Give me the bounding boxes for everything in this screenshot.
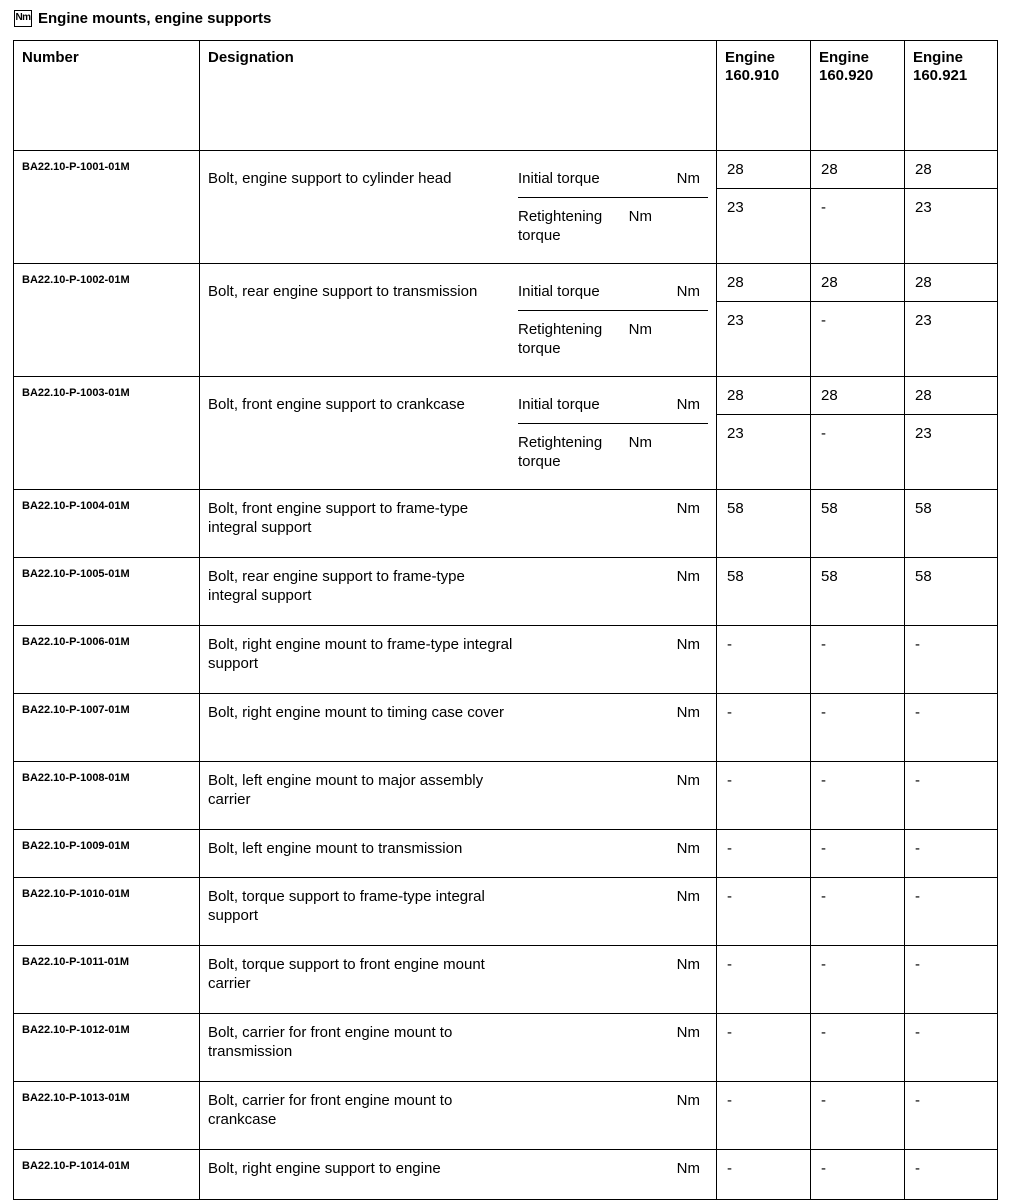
designation-text: Bolt, right engine mount to timing case cover xyxy=(208,704,504,721)
table-row xyxy=(14,490,998,558)
torque-value-engine-2: - xyxy=(811,1014,905,1082)
unit-label: Nm xyxy=(628,434,652,451)
part-number: BA22.10-P-1006-01M xyxy=(14,626,200,694)
torque-spec-table xyxy=(13,40,998,1200)
torque-value: 23 xyxy=(717,414,810,471)
torque-value: 28 xyxy=(727,274,744,291)
torque-step-label: Retightening torque xyxy=(518,321,603,357)
torque-value: 23 xyxy=(905,188,997,245)
designation-cell xyxy=(200,1014,717,1082)
torque-value: 28 xyxy=(915,161,932,178)
part-number: BA22.10-P-1002-01M xyxy=(14,264,200,377)
unit-label: Nm xyxy=(676,1024,700,1041)
designation-text: Bolt, rear engine support to transmission xyxy=(208,283,478,300)
torque-value-engine-2: - xyxy=(811,830,905,878)
designation-text: Bolt, left engine mount to major assembly carrier xyxy=(208,772,484,808)
table-row xyxy=(14,694,998,762)
torque-value-engine-3 xyxy=(905,377,998,490)
table-row xyxy=(14,762,998,830)
table-row xyxy=(14,1014,998,1082)
torque-value-engine-2: - xyxy=(811,626,905,694)
torque-value: 23 xyxy=(717,188,810,245)
torque-value: 23 xyxy=(717,301,810,358)
torque-value: 23 xyxy=(905,414,997,471)
table-row xyxy=(14,626,998,694)
designation-text: Bolt, right engine support to engine xyxy=(208,1160,441,1177)
torque-value-engine-3: - xyxy=(905,1150,998,1200)
torque-value-engine-2: - xyxy=(811,1150,905,1200)
designation-text: Bolt, carrier for front engine mount to transmission xyxy=(208,1024,453,1060)
torque-value-engine-1: - xyxy=(717,946,811,1014)
designation-cell xyxy=(200,490,717,558)
designation-text: Bolt, engine support to cylinder head xyxy=(208,170,452,187)
column-header-engine-160-920: Engine 160.920 xyxy=(811,41,905,151)
torque-value-engine-3: 58 xyxy=(905,490,998,558)
torque-value-engine-1 xyxy=(717,264,811,377)
torque-step-row xyxy=(518,386,708,423)
part-number: BA22.10-P-1014-01M xyxy=(14,1150,200,1200)
table-row xyxy=(14,1082,998,1150)
torque-value-engine-3: - xyxy=(905,762,998,830)
designation-text: Bolt, torque support to frame-type integral support xyxy=(208,888,485,924)
torque-value-engine-3: - xyxy=(905,694,998,762)
table-row xyxy=(14,558,998,626)
table-row xyxy=(14,946,998,1014)
unit-label: Nm xyxy=(676,956,700,973)
unit-label: Nm xyxy=(676,704,700,721)
torque-value-engine-1 xyxy=(717,151,811,264)
unit-label: Nm xyxy=(676,772,700,789)
designation-text: Bolt, front engine support to crankcase xyxy=(208,396,465,413)
page-header xyxy=(14,6,271,30)
table-row xyxy=(14,830,998,878)
column-header-engine-160-910: Engine 160.910 xyxy=(717,41,811,151)
torque-step-row xyxy=(518,160,708,197)
torque-value: 28 xyxy=(821,161,838,178)
torque-value-engine-2: 58 xyxy=(811,490,905,558)
designation-text: Bolt, torque support to front engine mount carrier xyxy=(208,956,485,992)
part-number: BA22.10-P-1004-01M xyxy=(14,490,200,558)
torque-step-row xyxy=(518,273,708,310)
designation-cell xyxy=(200,151,717,264)
designation-text: Bolt, left engine mount to transmission xyxy=(208,840,463,857)
table-row xyxy=(14,878,998,946)
torque-step-label: Initial torque xyxy=(518,396,600,413)
part-number: BA22.10-P-1012-01M xyxy=(14,1014,200,1082)
torque-step-label: Retightening torque xyxy=(518,208,603,244)
unit-label: Nm xyxy=(676,840,700,857)
designation-cell xyxy=(200,558,717,626)
part-number: BA22.10-P-1010-01M xyxy=(14,878,200,946)
table-row xyxy=(14,264,998,377)
torque-value: 28 xyxy=(821,387,838,404)
torque-value-engine-3: 58 xyxy=(905,558,998,626)
torque-value-engine-3: - xyxy=(905,1014,998,1082)
designation-cell xyxy=(200,1150,717,1200)
column-header-designation: Designation xyxy=(200,41,717,151)
unit-label: Nm xyxy=(628,208,652,225)
part-number: BA22.10-P-1008-01M xyxy=(14,762,200,830)
table-row xyxy=(14,1150,998,1200)
torque-value-engine-3 xyxy=(905,151,998,264)
designation-cell xyxy=(200,264,717,377)
unit-label: Nm xyxy=(676,170,700,187)
column-header-number: Number xyxy=(14,41,200,151)
designation-text: Bolt, rear engine support to frame-type integral support xyxy=(208,568,465,604)
torque-value-engine-1: - xyxy=(717,878,811,946)
part-number: BA22.10-P-1003-01M xyxy=(14,377,200,490)
torque-value-engine-1: - xyxy=(717,830,811,878)
torque-value-engine-2: 58 xyxy=(811,558,905,626)
designation-cell xyxy=(200,762,717,830)
part-number: BA22.10-P-1001-01M xyxy=(14,151,200,264)
designation-text: Bolt, right engine mount to frame-type integral support xyxy=(208,636,513,672)
table-row xyxy=(14,377,998,490)
torque-value-engine-2: - xyxy=(811,878,905,946)
designation-cell xyxy=(200,878,717,946)
unit-label: Nm xyxy=(676,283,700,300)
torque-value: 28 xyxy=(915,387,932,404)
torque-value: 28 xyxy=(727,161,744,178)
torque-value-engine-3: - xyxy=(905,1082,998,1150)
torque-value-engine-2 xyxy=(811,264,905,377)
designation-text: Bolt, front engine support to frame-type integral support xyxy=(208,500,469,536)
torque-value-engine-2: - xyxy=(811,694,905,762)
torque-value-engine-1: 58 xyxy=(717,490,811,558)
torque-value-engine-1: - xyxy=(717,694,811,762)
torque-value: 23 xyxy=(905,301,997,358)
torque-value: - xyxy=(811,188,904,245)
torque-value-engine-3: - xyxy=(905,830,998,878)
torque-step-row xyxy=(518,423,708,480)
part-number: BA22.10-P-1009-01M xyxy=(14,830,200,878)
torque-value-engine-3: - xyxy=(905,878,998,946)
torque-value: 28 xyxy=(821,274,838,291)
unit-label: Nm xyxy=(676,500,700,517)
torque-value-engine-3: - xyxy=(905,626,998,694)
torque-value: 28 xyxy=(727,387,744,404)
unit-label: Nm xyxy=(628,321,652,338)
part-number: BA22.10-P-1011-01M xyxy=(14,946,200,1014)
designation-cell xyxy=(200,626,717,694)
torque-value-engine-1 xyxy=(717,377,811,490)
torque-value-engine-1: - xyxy=(717,626,811,694)
torque-value-engine-1: - xyxy=(717,1014,811,1082)
torque-value-engine-1: - xyxy=(717,762,811,830)
torque-value-engine-1: - xyxy=(717,1082,811,1150)
torque-value-engine-3: - xyxy=(905,946,998,1014)
torque-step-row xyxy=(518,310,708,367)
part-number: BA22.10-P-1007-01M xyxy=(14,694,200,762)
unit-label: Nm xyxy=(676,888,700,905)
torque-value-engine-1: - xyxy=(717,1150,811,1200)
torque-value: - xyxy=(811,414,904,471)
torque-step-label: Initial torque xyxy=(518,283,600,300)
designation-cell xyxy=(200,694,717,762)
torque-nm-icon: Nm xyxy=(14,10,32,27)
torque-value: - xyxy=(811,301,904,358)
torque-value-engine-2: - xyxy=(811,762,905,830)
unit-label: Nm xyxy=(676,1092,700,1109)
unit-label: Nm xyxy=(676,568,700,585)
designation-cell xyxy=(200,377,717,490)
table-header-row xyxy=(14,41,998,151)
unit-label: Nm xyxy=(676,1160,700,1177)
torque-step-label: Initial torque xyxy=(518,170,600,187)
torque-step-label: Retightening torque xyxy=(518,434,603,470)
unit-label: Nm xyxy=(676,396,700,413)
torque-value-engine-3 xyxy=(905,264,998,377)
designation-cell xyxy=(200,830,717,878)
part-number: BA22.10-P-1013-01M xyxy=(14,1082,200,1150)
designation-cell xyxy=(200,1082,717,1150)
table-row xyxy=(14,151,998,264)
designation-text: Bolt, carrier for front engine mount to crankcase xyxy=(208,1092,453,1128)
torque-value-engine-2: - xyxy=(811,946,905,1014)
torque-value: 28 xyxy=(915,274,932,291)
torque-value-engine-2 xyxy=(811,151,905,264)
designation-cell xyxy=(200,946,717,1014)
torque-value-engine-2 xyxy=(811,377,905,490)
part-number: BA22.10-P-1005-01M xyxy=(14,558,200,626)
torque-value-engine-1: 58 xyxy=(717,558,811,626)
unit-label: Nm xyxy=(676,636,700,653)
page-title: Engine mounts, engine supports xyxy=(38,9,272,27)
torque-step-row xyxy=(518,197,708,254)
torque-value-engine-2: - xyxy=(811,1082,905,1150)
column-header-engine-160-921: Engine 160.921 xyxy=(905,41,998,151)
